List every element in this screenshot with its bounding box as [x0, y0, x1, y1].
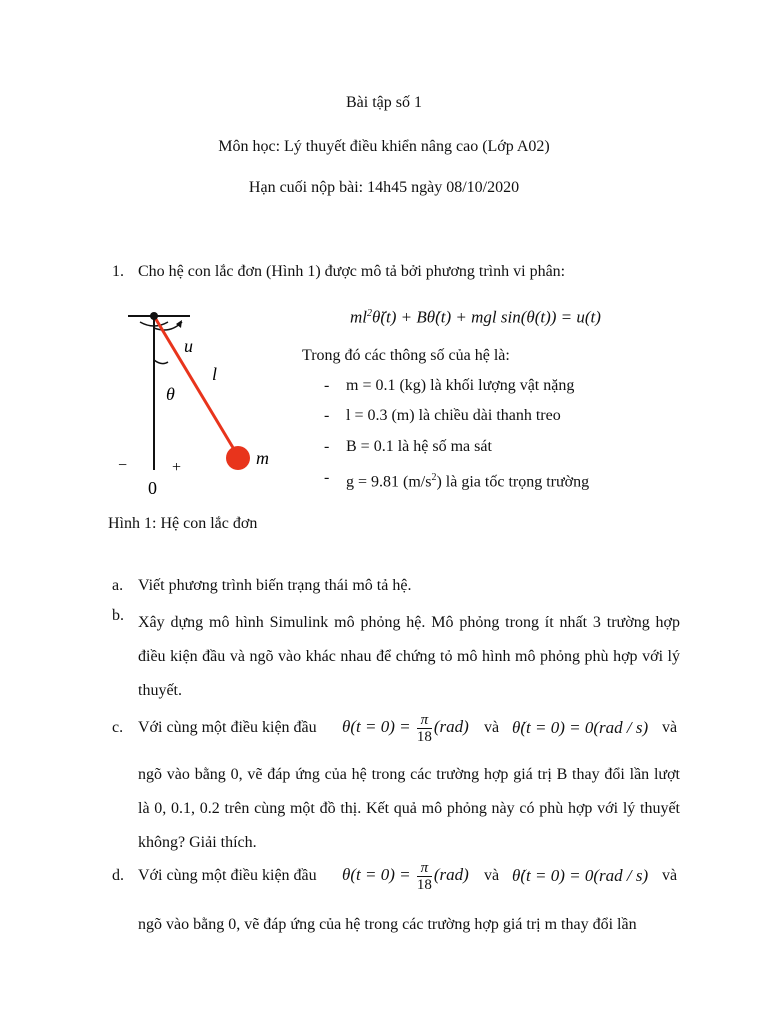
item-c-and2: và: [662, 719, 678, 736]
label-u: u: [184, 336, 193, 356]
item-d-label: d.: [112, 867, 124, 884]
item-d-and2: và: [662, 867, 678, 884]
figure-caption: Hình 1: Hệ con lắc đơn: [108, 515, 258, 532]
pendulum-figure: [110, 300, 290, 500]
item-d-initial-angle: θ(t = 0) = $\frac{\pi}{18}$ (rad): [342, 859, 469, 893]
param-mass: m = 0.1 (kg) là khối lượng vật nặng: [346, 377, 575, 394]
doc-title: Bài tập số 1: [346, 94, 422, 111]
param-bullet: -: [324, 469, 330, 486]
q1-text: Cho hệ con lắc đơn (Hình 1) được mô tả bởi phương trình vi phân:: [138, 263, 566, 280]
item-c-text: ngõ vào bằng 0, vẽ đáp ứng của hệ trong các trường hợp giá trị B thay đổi lần lượt là 0, 0.1, 0.2 trên cùng một đồ thị. Kết quả mô phỏng này có phù hợp với lý thuyết không? Giải thích.: [138, 766, 680, 851]
item-d-lead: Với cùng một điều kiện đầu: [138, 867, 317, 884]
label-m: m: [256, 448, 269, 468]
item-d-text: ngõ vào bằng 0, vẽ đáp ứng của hệ trong các trường hợp giá trị m thay đổi lần: [138, 916, 637, 933]
params-title: Trong đó các thông số của hệ là:: [302, 347, 510, 364]
item-a-text: Viết phương trình biến trạng thái mô tả hệ.: [138, 577, 412, 594]
item-c-label: c.: [112, 719, 124, 736]
param-length: l = 0.3 (m) là chiều dài thanh treo: [346, 407, 561, 424]
item-c-lead: Với cùng một điều kiện đầu: [138, 719, 317, 736]
pendulum-bob: [226, 446, 250, 470]
item-c-initial-velocity: θ̇(t = 0) = 0(rad / s): [512, 718, 649, 737]
q1-number: 1.: [112, 263, 124, 280]
param-friction: B = 0.1 là hệ số ma sát: [346, 438, 492, 455]
label-plus: +: [172, 459, 182, 476]
item-c-and: và: [484, 719, 500, 736]
label-l: l: [212, 364, 218, 384]
label-zero: 0: [148, 478, 157, 498]
label-minus: −: [118, 457, 128, 474]
item-c-initial-angle: θ(t = 0) = $\frac{\pi}{18}$ (rad): [342, 711, 469, 745]
item-d-initial-velocity: θ̇(t = 0) = 0(rad / s): [512, 866, 649, 885]
item-b-label: b.: [112, 607, 124, 624]
item-d-and: và: [484, 867, 500, 884]
param-gravity: g = 9.81 $(m/s^2)$ là gia tốc trọng trường: [346, 472, 590, 491]
item-b-text: Xây dựng mô hình Simulink mô phỏng hệ. Mô phỏng trong ít nhất 3 trường hợp điều kiện đầu và ngõ vào khác nhau để chứng tỏ mô hình mô phỏng phù hợp với lý thuyết.: [138, 614, 680, 699]
differential-equation: $ml^2\thetä(t)$ + Bθ̇(t) + mgl sin(θ(t)) = u(t): [350, 307, 601, 327]
label-theta: θ: [166, 384, 175, 404]
param-bullet: -: [324, 407, 330, 424]
item-a-label: a.: [112, 577, 124, 594]
course-line: Môn học: Lý thuyết điều khiển nâng cao (Lớp A02): [218, 138, 550, 155]
param-bullet: -: [324, 438, 330, 455]
param-bullet: -: [324, 377, 330, 394]
deadline-line: Hạn cuối nộp bài: 14h45 ngày 08/10/2020: [248, 179, 520, 196]
